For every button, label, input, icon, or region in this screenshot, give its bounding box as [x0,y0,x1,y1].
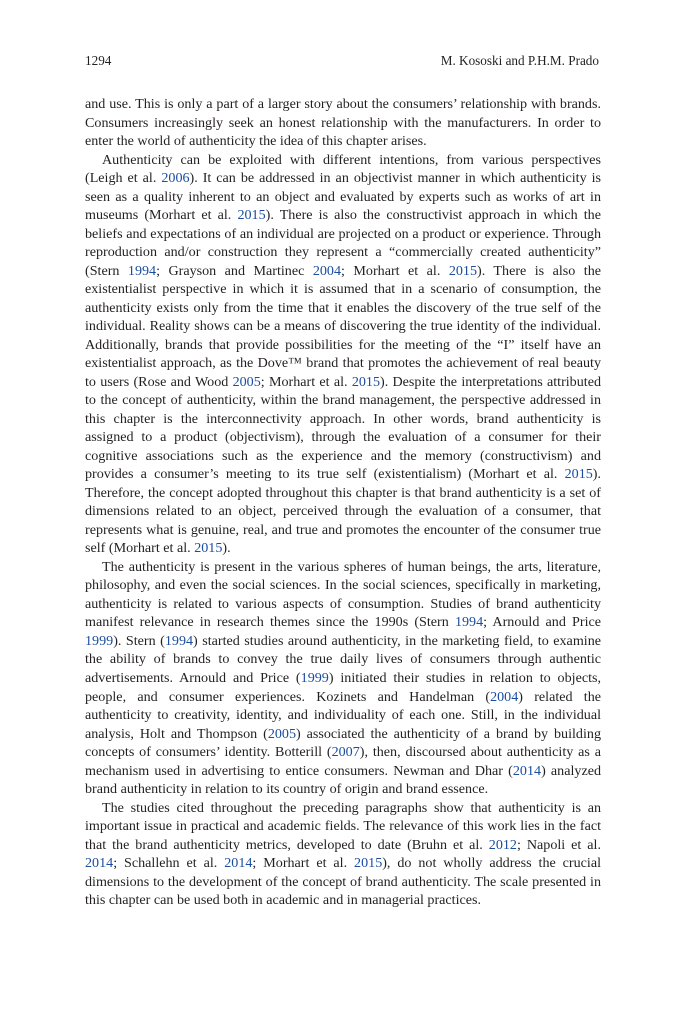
running-head-authors: M. Kososki and P.H.M. Prado [440,53,599,68]
citation-link[interactable]: 2005 [232,373,261,390]
paragraph-text: The authenticity is present in the various spheres of human beings, the arts, literature, philosophy, and even the social sciences. In the social sciences, specifically in marketing, authenticity is related to various aspects of consumption. Studies of brand authenticity manifest relevance in research themes since the 1990s (Stern [85,558,601,631]
paragraph-text: ; Arnould and Price [483,614,601,631]
paragraph-text: The studies cited throughout the preceding paragraphs show that authenticity is an important issue in practical and academic fields. The relevance of this work lies in the fact that the brand authenticity metrics, developed to date (Bruhn et al. [85,799,601,853]
citation-link[interactable]: 2014 [85,855,114,872]
running-header [85,53,599,73]
citation-link[interactable]: 2012 [488,836,517,853]
paragraph-text: ; Morhart et al. [252,855,355,872]
citation-link[interactable]: 2004 [312,262,342,279]
citation-link[interactable]: 1994 [454,614,484,631]
paragraph [85,558,601,799]
citation-link[interactable]: 2006 [161,170,190,187]
citation-link[interactable]: 1999 [300,669,329,686]
paragraph-text: ), do not wholly address the crucial dimensions to the development of the concept of brand authenticity. The scale presented in this chapter can be used both in academic and in managerial practices. [85,855,602,909]
citation-link[interactable]: 2014 [512,762,542,779]
citation-link[interactable]: 2005 [267,725,296,742]
paragraph-text: ) related the authenticity to creativity, identity, and individuality of each one. Still, in the individual analysis, Holt and Thompson ( [85,688,601,742]
paragraph-text: ; Napoli et al. [516,836,601,853]
body-text [85,95,601,910]
paragraph-text: ). There is also the constructivist approach in which the beliefs and expectations of an individual are projected on a product or experience. Through reproduction and/or construction they represent a “commercially created authenticity” (Stern [85,207,601,279]
citation-link[interactable]: 2015 [564,466,593,483]
paragraph [85,151,601,558]
paragraph-text: and use. This is only a part of a larger story about the consumers’ relationship with brands. Consumers increasingly seek an honest relationship with the manufacturers. In order to enter the world of authenticity the idea of this chapter arises. [85,96,601,150]
paragraph-text: ; Grayson and Martinec [156,262,313,279]
citation-link[interactable]: 2015 [194,540,223,557]
paragraph-text: ). It can be addressed in an objectivist manner in which authenticity is seen as a quality inherent to an object and evaluated by experts such as works of art in museums (Morhart et al. [85,170,601,224]
paragraph-text: ; Schallehn et al. [113,855,225,872]
citation-link[interactable]: 1994 [164,632,194,649]
paragraph-text: ). There is also the existentialist perspective in which it is assumed that in a scenario of consumption, the authenticity exists only from the time that it enables the discovery of the true self of the individual. Reality shows can be a means of discovering the true identity of the individual. Additionally, brands that provide possibilities for the meeting of the “I” itself have an existentialist approach, as the Dove™ brand that promotes the achievement of real beauty to users (Rose and Wood [85,262,601,390]
paragraph-text: ). Despite the interpretations attributed to the concept of authenticity, within the brand management, the perspective addressed in this chapter is the interconnectivity approach. In other words, brand authenticity is assigned to a product (objectivism), through the evaluation of a consumer for their cognitive associations such as the experience and the memory (constructivism) and provides a consumer’s meeting to its true self (existentialism) (Morhart et al. [85,373,601,483]
citation-link[interactable]: 2015 [351,373,381,390]
paragraph-text: ; Morhart et al. [260,373,352,390]
paragraph-text: ). Therefore, the concept adopted throughout this chapter is that brand authenticity is a set of dimensions related to an object, perceived through the evaluation of a consumer, that represents what is genuine, real, and true and promotes the encounter of the consumer true self (Morhart et al. [85,466,601,557]
paragraph-text: ) started studies around authenticity, in the marketing field, to examine the ability of brands to convey the true daily lives of consumers through authentic advertisements. Arnould and Price ( [85,632,601,686]
paragraph-text: ) associated the authenticity of a brand by building concepts of consumers’ identity. Botterill ( [85,725,601,761]
paragraph-text: ). Stern ( [113,632,165,649]
paragraph [85,95,601,151]
paragraph-text: ). [222,540,231,557]
citation-link[interactable]: 1999 [85,632,114,649]
citation-link[interactable]: 2014 [224,855,253,872]
paragraph-text: ) analyzed brand authenticity in relation to its country of origin and brand essence. [85,762,602,798]
paragraph-text: Authenticity can be exploited with different intentions, from various perspectives (Leigh et al. [85,151,601,187]
paragraph-text: ; Morhart et al. [341,262,449,279]
citation-link[interactable]: 2015 [354,855,383,872]
paragraph-text: ) initiated their studies in relation to objects, people, and consumer experiences. Kozinets and Handelman ( [85,669,601,705]
citation-link[interactable]: 2007 [331,744,360,761]
citation-link[interactable]: 2015 [448,262,478,279]
paragraph-text: ), then, discoursed about authenticity as a mechanism used in advertising to entice consumers. Newman and Dhar ( [85,744,601,779]
page-number: 1294 [85,53,112,68]
citation-link[interactable]: 2015 [237,207,266,224]
paragraph [85,799,601,910]
citation-link[interactable]: 1994 [127,262,157,279]
citation-link[interactable]: 2004 [490,688,519,705]
